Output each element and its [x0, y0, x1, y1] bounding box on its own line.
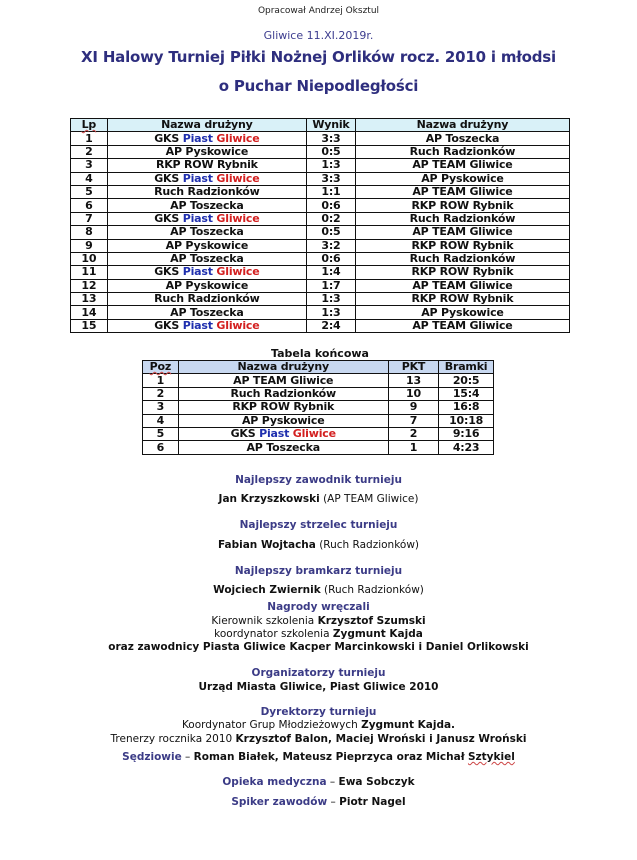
table-row [71, 212, 570, 225]
points: 1 [388, 441, 438, 454]
team-name [178, 427, 388, 440]
best-player-name: Jan Krzyszkowski [218, 493, 320, 505]
team-name-piast: Piast [259, 427, 290, 441]
team-name: RKP ROW Rybnik [178, 401, 388, 414]
points: 13 [388, 374, 438, 387]
directors-line-1-prefix: Koordynator Grup Młodzieżowych [181, 719, 358, 731]
prizes-line-2-name: Zygmunt Kajda [332, 628, 423, 640]
table-row [71, 319, 570, 332]
best-player-line [0, 493, 637, 505]
prizes-line-2-prefix: koordynator szkolenia [214, 628, 330, 640]
directors-line-1 [0, 719, 637, 731]
table-row [143, 401, 494, 414]
directors-line-1-name: Zygmunt Kajda. [361, 719, 456, 731]
home-team [107, 172, 306, 185]
position: 3 [143, 401, 179, 414]
speaker-name: Piotr Nagel [339, 796, 406, 808]
col-team: Nazwa drużyny [178, 361, 388, 374]
team-name-gks: GKS [154, 265, 183, 279]
match-number: 9 [71, 239, 108, 252]
col-home-team: Nazwa drużyny [107, 119, 306, 132]
away-team: Ruch Radzionków [355, 212, 569, 225]
goals: 16:8 [439, 401, 494, 414]
away-team: RKP ROW Rybnik [355, 293, 569, 306]
speaker-line [0, 796, 637, 808]
team-name: AP Pyskowice [178, 414, 388, 427]
match-number: 15 [71, 319, 108, 332]
team-name-gks: GKS [154, 171, 183, 185]
position: 4 [143, 414, 179, 427]
col-away-team: Nazwa drużyny [355, 119, 569, 132]
away-team: AP TEAM Gliwice [355, 279, 569, 292]
final-standings-table [142, 360, 494, 455]
away-team: RKP ROW Rybnik [355, 239, 569, 252]
home-team: AP Pyskowice [107, 239, 306, 252]
team-name-gliwice: Gliwice [212, 171, 260, 185]
table-row [143, 427, 494, 440]
match-number: 11 [71, 266, 108, 279]
top-scorer-line [0, 539, 637, 551]
match-score: 0:5 [307, 226, 356, 239]
table-row [143, 374, 494, 387]
medical-label: Opieka medyczna [222, 776, 327, 788]
home-team: Ruch Radzionków [107, 293, 306, 306]
best-goalkeeper-club: (Ruch Radzionków) [324, 584, 424, 596]
document-subtitle: o Puchar Niepodległości [218, 77, 419, 95]
table-row [71, 306, 570, 319]
match-number: 6 [71, 199, 108, 212]
points: 2 [388, 427, 438, 440]
home-team: AP Toszecka [107, 199, 306, 212]
away-team: RKP ROW Rybnik [355, 266, 569, 279]
away-team: Ruch Radzionków [355, 252, 569, 265]
match-score: 0:5 [307, 145, 356, 158]
home-team: RKP ROW Rybnik [107, 159, 306, 172]
best-goalkeeper-name: Wojciech Zwiernik [213, 584, 321, 596]
best-player-heading: Najlepszy zawodnik turnieju [235, 474, 402, 486]
prizes-line-2 [0, 628, 637, 640]
directors-heading: Dyrektorzy turnieju [260, 706, 377, 718]
team-name-piast: Piast [182, 131, 213, 145]
team-name-gliwice: Gliwice [212, 131, 260, 145]
prizes-line-1-prefix: Kierownik szkolenia [211, 615, 315, 627]
match-number: 12 [71, 279, 108, 292]
match-score: 1:7 [307, 279, 356, 292]
away-team: AP Pyskowice [355, 306, 569, 319]
table-row [71, 172, 570, 185]
match-number: 3 [71, 159, 108, 172]
match-score: 1:1 [307, 185, 356, 198]
match-score: 1:3 [307, 306, 356, 319]
table-row [71, 159, 570, 172]
away-team: Ruch Radzionków [355, 145, 569, 158]
col-points: PKT [388, 361, 438, 374]
best-player-club: (AP TEAM Gliwice) [323, 493, 419, 505]
table-row [71, 266, 570, 279]
match-score: 1:4 [307, 266, 356, 279]
home-team: AP Pyskowice [107, 279, 306, 292]
match-score: 1:3 [307, 159, 356, 172]
match-number: 1 [71, 132, 108, 145]
points: 7 [388, 414, 438, 427]
match-number: 14 [71, 306, 108, 319]
match-number: 2 [71, 145, 108, 158]
table-row [71, 199, 570, 212]
team-name-gks: GKS [154, 319, 183, 333]
author-line: Opracował Andrzej Oksztul [257, 6, 380, 16]
position: 2 [143, 387, 179, 400]
match-number: 7 [71, 212, 108, 225]
directors-line-2-names: Krzysztof Balon, Maciej Wroński i Janusz Wroński [235, 733, 527, 745]
matches-table [70, 118, 570, 333]
medical-name: Ewa Sobczyk [338, 776, 415, 788]
goals: 20:5 [439, 374, 494, 387]
table-row [71, 239, 570, 252]
points: 9 [388, 401, 438, 414]
team-name-gks: GKS [154, 211, 183, 225]
team-name-gliwice: Gliwice [212, 265, 260, 279]
table-row [143, 414, 494, 427]
team-name: AP Toszecka [178, 441, 388, 454]
referees-names: Roman Białek, Mateusz Pieprzyca oraz Michał [193, 751, 465, 763]
away-team: AP TEAM Gliwice [355, 226, 569, 239]
match-score: 2:4 [307, 319, 356, 332]
match-number: 13 [71, 293, 108, 306]
matches-header-row [71, 119, 570, 132]
away-team: AP TEAM Gliwice [355, 319, 569, 332]
speaker-label: Spiker zawodów [231, 796, 328, 808]
team-name-gks: GKS [230, 427, 260, 441]
position: 5 [143, 427, 179, 440]
top-scorer-name: Fabian Wojtacha [217, 539, 316, 551]
dash: – [327, 796, 340, 808]
team-name-gliwice: Gliwice [289, 427, 336, 441]
referees-last-name: Sztykiel [467, 751, 515, 763]
final-table-caption: Tabela końcowa [271, 347, 369, 360]
referees-line [0, 751, 637, 763]
organizers-text: Urząd Miasta Gliwice, Piast Gliwice 2010 [198, 681, 439, 693]
col-position: Poz [143, 361, 179, 374]
table-row [71, 252, 570, 265]
team-name: AP TEAM Gliwice [178, 374, 388, 387]
match-number: 4 [71, 172, 108, 185]
match-number: 10 [71, 252, 108, 265]
table-row [71, 145, 570, 158]
top-scorer-heading: Najlepszy strzelec turnieju [239, 519, 398, 531]
final-header-row [143, 361, 494, 374]
table-row [143, 387, 494, 400]
away-team: RKP ROW Rybnik [355, 199, 569, 212]
team-name-gliwice: Gliwice [212, 211, 260, 225]
match-number: 8 [71, 226, 108, 239]
table-row [71, 185, 570, 198]
home-team: AP Toszecka [107, 252, 306, 265]
home-team: AP Toszecka [107, 226, 306, 239]
document-title: XI Halowy Turniej Piłki Nożnej Orlików rocz. 2010 i młodsi [81, 48, 556, 66]
home-team: AP Pyskowice [107, 145, 306, 158]
away-team: AP TEAM Gliwice [355, 185, 569, 198]
away-team: AP Pyskowice [355, 172, 569, 185]
prizes-line-3: oraz zawodnicy Piasta Gliwice Kacper Marcinkowski i Daniel Orlikowski [108, 641, 529, 653]
match-score: 0:6 [307, 252, 356, 265]
prizes-heading: Nagrody wręczali [267, 601, 370, 613]
match-number: 5 [71, 185, 108, 198]
organizers-heading: Organizatorzy turnieju [251, 667, 386, 679]
team-name-gks: GKS [154, 131, 183, 145]
directors-line-2 [0, 733, 637, 745]
col-lp: Lp [71, 119, 108, 132]
table-row [143, 441, 494, 454]
prizes-line-1 [0, 615, 637, 627]
match-score: 1:3 [307, 293, 356, 306]
goals: 15:4 [439, 387, 494, 400]
home-team [107, 266, 306, 279]
home-team: Ruch Radzionków [107, 185, 306, 198]
dash: – [326, 776, 339, 788]
prizes-line-1-name: Krzysztof Szumski [317, 615, 426, 627]
home-team: AP Toszecka [107, 306, 306, 319]
dash: – [181, 751, 194, 763]
referees-label: Sędziowie [122, 751, 182, 763]
match-score: 0:6 [307, 199, 356, 212]
match-score: 3:3 [307, 172, 356, 185]
away-team: AP Toszecka [355, 132, 569, 145]
date-line: Gliwice 11.XI.2019r. [263, 29, 374, 42]
team-name-piast: Piast [182, 265, 213, 279]
goals: 4:23 [439, 441, 494, 454]
best-goalkeeper-heading: Najlepszy bramkarz turnieju [234, 565, 403, 577]
match-score: 3:3 [307, 132, 356, 145]
points: 10 [388, 387, 438, 400]
col-goals: Bramki [439, 361, 494, 374]
goals: 9:16 [439, 427, 494, 440]
table-row [71, 279, 570, 292]
top-scorer-club: (Ruch Radzionków) [319, 539, 420, 551]
home-team [107, 319, 306, 332]
match-score: 0:2 [307, 212, 356, 225]
team-name: Ruch Radzionków [178, 387, 388, 400]
away-team: AP TEAM Gliwice [355, 159, 569, 172]
position: 6 [143, 441, 179, 454]
team-name-piast: Piast [182, 319, 213, 333]
team-name-piast: Piast [182, 171, 213, 185]
medical-line [0, 776, 637, 788]
home-team [107, 212, 306, 225]
position: 1 [143, 374, 179, 387]
table-row [71, 226, 570, 239]
table-row [71, 132, 570, 145]
goals: 10:18 [439, 414, 494, 427]
col-score: Wynik [307, 119, 356, 132]
team-name-piast: Piast [182, 211, 213, 225]
team-name-gliwice: Gliwice [212, 319, 260, 333]
match-score: 3:2 [307, 239, 356, 252]
table-row [71, 293, 570, 306]
directors-line-2-prefix: Trenerzy rocznika 2010 [110, 733, 233, 745]
home-team [107, 132, 306, 145]
best-goalkeeper-line [0, 584, 637, 596]
